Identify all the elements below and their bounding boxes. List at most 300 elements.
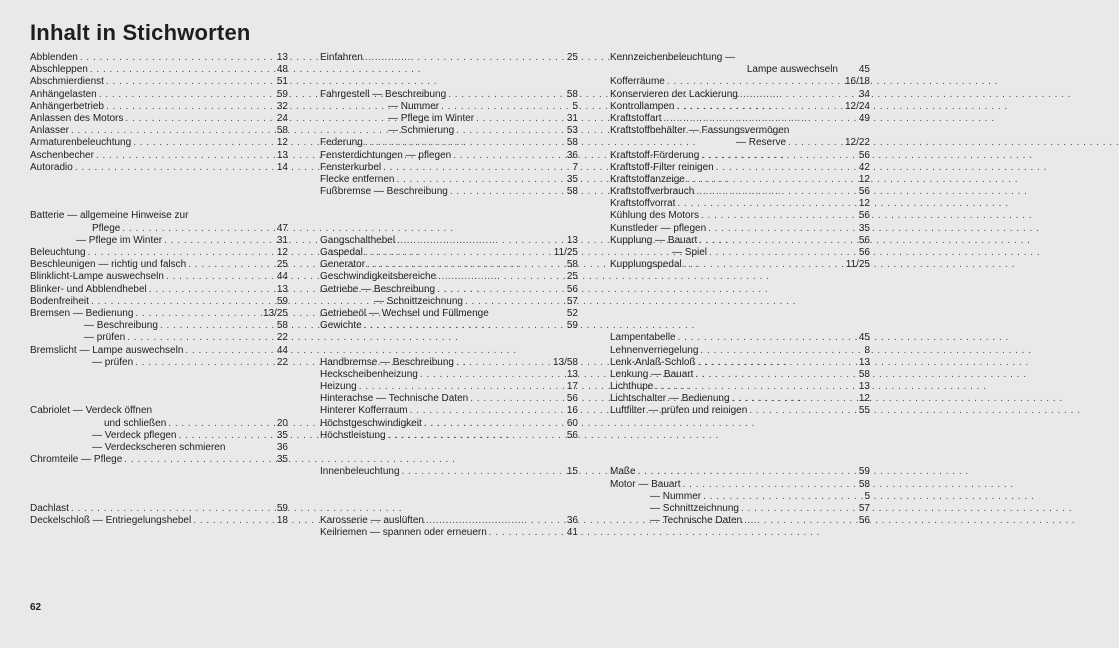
dot-leader [788, 137, 843, 149]
index-entry [30, 125, 288, 137]
index-entry [30, 296, 288, 308]
dot-leader [364, 320, 554, 332]
entry-label: Armaturenbeleuchtung [30, 137, 132, 149]
index-entry [610, 174, 870, 186]
index-entry [610, 491, 870, 503]
dot-leader [741, 503, 846, 515]
entry-label: Maße [610, 466, 636, 478]
index-entry [320, 89, 578, 101]
dot-leader [365, 137, 554, 149]
dot-leader [410, 405, 554, 417]
entry-page: 12 [858, 393, 870, 405]
entry-page: 55 [858, 405, 870, 417]
entry-page: 56 [566, 429, 578, 441]
index-spacer [320, 454, 578, 466]
entry-label: — Schnittzeichnung [374, 295, 463, 307]
index-entry [30, 89, 288, 101]
index-entry [610, 369, 870, 381]
index-entry [610, 89, 870, 101]
entry-label: Chromteile — Pflege [30, 454, 123, 466]
entry-page: 18 [276, 515, 288, 527]
dot-leader [709, 247, 846, 259]
entry-page: 56 [858, 234, 870, 246]
index-entry [320, 137, 578, 149]
index-entry [320, 52, 578, 64]
entry-page: 13 [858, 381, 870, 393]
entry-page: 56 [858, 515, 870, 527]
dot-leader [365, 247, 552, 259]
index-entry [30, 137, 288, 149]
entry-page: 16 [566, 405, 578, 417]
index-column-3 [610, 52, 870, 527]
index-entry [30, 405, 288, 417]
entry-label: — Technische Daten [650, 515, 743, 527]
dot-leader [367, 259, 554, 271]
dot-leader [698, 357, 846, 369]
entry-label: Pflege [92, 222, 121, 234]
dot-leader [388, 430, 554, 442]
entry-label: Beschleunigen — richtig und falsch [30, 259, 187, 271]
index-entry [30, 76, 288, 88]
dot-leader [75, 162, 264, 174]
index-entry [320, 466, 578, 478]
entry-label: Fensterkurbel [320, 161, 382, 173]
entry-page: 36 [566, 515, 578, 527]
entry-label: Kraftstoff-Förderung [610, 149, 700, 161]
dot-leader [106, 101, 264, 113]
entry-page: 56 [858, 149, 870, 161]
dot-leader [124, 454, 264, 466]
entry-label: Abschleppen [30, 64, 88, 76]
index-entry [30, 357, 288, 369]
entry-label: — prüfen [92, 356, 134, 368]
index-spacer [30, 466, 288, 478]
dot-leader [135, 308, 261, 320]
entry-label: Dachlast [30, 502, 69, 514]
index-entry [30, 430, 288, 442]
dot-leader [453, 150, 554, 162]
entry-page: 44 [276, 271, 288, 283]
entry-label: Fahrgestell — Beschreibung [320, 88, 447, 100]
dot-leader [91, 296, 264, 308]
entry-page: 22 [276, 356, 288, 368]
index-entry [320, 235, 578, 247]
entry-page: 41 [566, 527, 578, 539]
entry-page: 25 [566, 52, 578, 63]
entry-page: 60 [566, 417, 578, 429]
dot-leader [164, 235, 264, 247]
entry-label: Kontrollampen [610, 100, 675, 112]
entry-page: 8 [864, 344, 870, 356]
index-entry [610, 198, 870, 210]
index-entry [610, 186, 870, 198]
index-entry [610, 125, 870, 137]
entry-page: 12/22 [844, 137, 870, 149]
index-column-2 [320, 52, 578, 540]
index-spacer [320, 223, 578, 235]
dot-leader [125, 113, 264, 125]
dot-leader [402, 466, 554, 478]
index-entry [610, 113, 870, 125]
entry-page: 25 [566, 271, 578, 283]
entry-label: Innenbeleuchtung [320, 466, 400, 478]
index-entry [30, 247, 288, 259]
entry-label: Hinterachse — Technische Daten [320, 393, 469, 405]
entry-label: Kunstleder — pflegen [610, 222, 707, 234]
index-entry [320, 113, 578, 125]
entry-page: 45 [858, 64, 870, 76]
page-title: Inhalt in Stichworten [30, 20, 251, 45]
index-spacer [320, 332, 578, 344]
dot-leader [127, 332, 264, 344]
index-entry [320, 418, 578, 430]
entry-page: 13/25 [262, 307, 288, 319]
index-spacer [30, 198, 288, 210]
index-entry [610, 259, 870, 271]
dot-leader [90, 64, 264, 76]
entry-label: Karosserie — auslüften [320, 515, 424, 527]
index-entry [320, 259, 578, 271]
index-entry [320, 369, 578, 381]
entry-label: Flecke entfernen [320, 173, 395, 185]
dot-leader [476, 113, 554, 125]
entry-label: Bodenfreiheit [30, 295, 89, 307]
dot-leader [678, 332, 846, 344]
entry-label: Fensterdichtungen — pflegen [320, 149, 452, 161]
entry-page: 58 [566, 88, 578, 100]
dot-leader [193, 515, 264, 527]
index-entry [320, 174, 578, 186]
index-entry [320, 405, 578, 417]
dot-leader [677, 198, 846, 210]
entry-label: — Pflege im Winter [76, 234, 163, 246]
entry-page: 31 [276, 234, 288, 246]
index-entry [610, 357, 870, 369]
index-entry [610, 76, 870, 88]
dot-leader [424, 418, 554, 430]
entry-label: Kofferräume [610, 76, 665, 88]
entry-page: 59 [858, 466, 870, 478]
entry-page: 14 [276, 161, 288, 173]
entry-page: 20 [276, 417, 288, 429]
index-spacer [610, 296, 870, 308]
entry-page: 42 [858, 161, 870, 173]
index-spacer [320, 76, 578, 88]
entry-page: 44 [276, 344, 288, 356]
index-entry [320, 150, 578, 162]
entry-label: Anhängelasten [30, 88, 97, 100]
entry-label: Gangschalthebel [320, 234, 396, 246]
entry-label: Heizung [320, 381, 357, 393]
dot-leader [383, 162, 554, 174]
index-entry [320, 101, 578, 113]
index-entry [320, 125, 578, 137]
dot-leader [397, 174, 555, 186]
entry-label: Kupplung — Bauart [610, 234, 698, 246]
entry-label: Höchstleistung [320, 429, 386, 441]
index-entry [30, 101, 288, 113]
index-entry [320, 527, 578, 539]
dot-leader [96, 150, 264, 162]
dot-leader [160, 320, 264, 332]
dot-leader [683, 479, 846, 491]
entry-label: — Verdeckscheren schmieren [92, 442, 226, 453]
dot-leader [465, 296, 554, 308]
index-spacer [610, 442, 870, 454]
index-entry [320, 515, 578, 527]
entry-page: 22 [276, 332, 288, 344]
dot-leader [133, 137, 264, 149]
dot-leader [359, 381, 554, 393]
dot-leader [166, 271, 264, 283]
entry-label: Geschwindigkeitsbereiche [320, 271, 437, 283]
entry-label: Hinterer Kofferraum [320, 405, 408, 417]
index-spacer [30, 186, 288, 198]
entry-page: 13 [276, 149, 288, 161]
index-spacer [30, 491, 288, 503]
dot-leader [179, 430, 265, 442]
index-entry [610, 405, 870, 417]
entry-label: Lenk-Anlaß-Schloß [610, 356, 696, 368]
entry-page: 12/24 [844, 100, 870, 112]
dot-leader [732, 393, 846, 405]
entry-page: 12 [276, 137, 288, 149]
entry-label: Kraftstoffverbrauch [610, 186, 695, 198]
index-spacer [610, 308, 870, 320]
entry-page: 58 [566, 259, 578, 271]
dot-leader [470, 393, 554, 405]
index-entry [610, 150, 870, 162]
index-entry [610, 235, 870, 247]
entry-label: Deckelschloß — Entriegelungshebel [30, 515, 192, 527]
entry-label: Cabriolet — Verdeck öffnen [30, 405, 153, 417]
entry-page: 57 [858, 502, 870, 514]
entry-label: Batterie — allgemeine Hinweise zur [30, 210, 189, 222]
dot-leader [122, 223, 264, 235]
entry-page: 15 [566, 466, 578, 478]
index-entry [610, 64, 870, 76]
index-entry [30, 442, 288, 454]
dot-leader [135, 357, 264, 369]
dot-leader [687, 174, 846, 186]
dot-leader [701, 210, 846, 222]
entry-page: 48 [276, 64, 288, 76]
entry-page: 13/58 [552, 356, 578, 368]
dot-leader [365, 52, 554, 64]
entry-label: Kraftstoffbehälter — Fassungsvermögen [610, 125, 790, 137]
dot-leader [749, 405, 846, 417]
index-spacer [320, 198, 578, 210]
index-entry [30, 418, 288, 430]
entry-page: 36 [566, 149, 578, 161]
index-spacer [610, 418, 870, 430]
dot-leader [438, 271, 554, 283]
entry-label: — Pflege im Winter [388, 112, 475, 124]
dot-leader [740, 89, 846, 101]
index-entry [610, 479, 870, 491]
dot-leader [638, 466, 846, 478]
index-entry [320, 320, 578, 332]
dot-leader [99, 89, 264, 101]
entry-label: Anlasser [30, 125, 69, 137]
dot-leader [696, 186, 846, 198]
entry-label: Motor — Bauart [610, 478, 681, 490]
entry-label: Bremsen — Bedienung [30, 307, 134, 319]
entry-label: — Reserve [736, 137, 787, 149]
entry-page: 58 [858, 368, 870, 380]
index-spacer [320, 442, 578, 454]
entry-page: 56 [858, 247, 870, 258]
entry-page: 56 [858, 186, 870, 198]
entry-page: 56 [566, 283, 578, 295]
index-spacer [320, 345, 578, 357]
index-spacer [30, 174, 288, 186]
dot-leader [655, 381, 846, 393]
index-spacer [610, 430, 870, 442]
index-entry [30, 162, 288, 174]
entry-page: 56 [858, 210, 870, 222]
index-entry [30, 332, 288, 344]
index-spacer [30, 479, 288, 491]
entry-label: Lehnenverriegelung [610, 344, 699, 356]
dot-leader [676, 101, 842, 113]
entry-label: Lenkung — Bauart [610, 368, 694, 380]
entry-label: Generator [320, 259, 366, 271]
index-entry [30, 345, 288, 357]
dot-leader [397, 235, 554, 247]
dot-leader [699, 235, 846, 247]
dot-leader [489, 527, 554, 539]
entry-page: 35 [858, 222, 870, 234]
entry-label: — Schnittzeichnung [650, 502, 739, 514]
index-spacer [320, 210, 578, 222]
index-entry [30, 320, 288, 332]
entry-label: Heckscheibenheizung [320, 368, 418, 380]
entry-label: Kraftstoffvorrat [610, 198, 676, 210]
index-entry [610, 247, 870, 259]
entry-label: Kühlung des Motors [610, 210, 699, 222]
entry-label: Autoradio [30, 161, 73, 173]
entry-page: 5 [572, 100, 578, 112]
index-spacer [30, 393, 288, 405]
dot-leader [456, 357, 551, 369]
entry-label: — Spiel [672, 247, 708, 258]
entry-page: 53 [566, 125, 578, 137]
entry-page: 12 [858, 198, 870, 210]
entry-page: 24 [276, 112, 288, 124]
entry-label: Einfahren [320, 52, 363, 63]
dot-leader [448, 89, 554, 101]
dot-leader [456, 125, 554, 137]
entry-page: 17 [566, 381, 578, 393]
entry-label: Fußbremse — Beschreibung [320, 186, 448, 198]
entry-label: Getriebeöl — Wechsel und Füllmenge [320, 307, 489, 319]
index-spacer [320, 503, 578, 515]
entry-label: — Nummer [650, 490, 702, 502]
index-spacer [320, 479, 578, 491]
entry-page: 59 [276, 88, 288, 100]
entry-page: 13 [566, 368, 578, 380]
entry-page: 58 [276, 320, 288, 332]
index-entry [320, 162, 578, 174]
entry-page: 13 [276, 283, 288, 295]
index-entry [320, 271, 578, 283]
index-entry [610, 52, 870, 64]
dot-leader [450, 186, 554, 198]
index-entry [610, 332, 870, 344]
index-entry [30, 454, 288, 466]
index-entry [30, 223, 288, 235]
dot-leader [71, 125, 264, 137]
entry-label: Bremslicht — Lampe auswechseln [30, 344, 184, 356]
entry-label: Kennzeichenbeleuchtung — [610, 52, 736, 63]
entry-label: Getriebe — Beschreibung [320, 283, 436, 295]
index-entry [320, 393, 578, 405]
entry-label: Abblenden [30, 52, 78, 63]
entry-page: 12 [858, 173, 870, 185]
index-entry [610, 503, 870, 515]
entry-page: 59 [566, 320, 578, 332]
index-entry [610, 393, 870, 405]
entry-page: 58 [276, 125, 288, 137]
index-entry [30, 503, 288, 515]
dot-leader [420, 369, 554, 381]
dot-leader [695, 369, 846, 381]
dot-leader [701, 150, 846, 162]
dot-leader [168, 418, 264, 430]
dot-leader [188, 259, 264, 271]
index-entry [30, 64, 288, 76]
index-entry [30, 259, 288, 271]
entry-label: — prüfen [84, 332, 126, 344]
index-entry [30, 284, 288, 296]
entry-label: Kraftstoffanzeige [610, 173, 685, 185]
index-entry [30, 210, 288, 222]
entry-label: — Verdeck pflegen [92, 429, 177, 441]
dot-leader [664, 113, 846, 125]
entry-label: Höchstgeschwindigkeit [320, 417, 422, 429]
index-entry [30, 271, 288, 283]
index-entry [30, 515, 288, 527]
index-entry [30, 235, 288, 247]
entry-label: — Nummer [388, 100, 440, 112]
entry-page: 52 [566, 307, 578, 319]
entry-page: 34 [858, 88, 870, 100]
entry-label: Luftfilter — prüfen und reinigen [610, 405, 748, 417]
entry-label: Lichtschalter — Bedienung [610, 393, 730, 405]
dot-leader [149, 284, 264, 296]
index-entry [320, 296, 578, 308]
entry-page: 47 [276, 222, 288, 234]
entry-label: Anhängerbetrieb [30, 100, 104, 112]
entry-label: Lampentabelle [610, 332, 676, 344]
entry-label: Anlassen des Motors [30, 112, 124, 124]
entry-label: Gaspedal [320, 247, 363, 258]
entry-page: 45 [858, 332, 870, 344]
entry-label: Keilriemen — spannen oder erneuern [320, 527, 487, 539]
entry-page: 49 [858, 112, 870, 124]
dot-leader [667, 76, 843, 88]
index-entry [610, 223, 870, 235]
index-entry [320, 284, 578, 296]
index-entry [30, 308, 288, 320]
dot-leader [426, 515, 554, 527]
index-spacer [610, 454, 870, 466]
entry-page: 51 [276, 76, 288, 88]
entry-page: 11/25 [845, 259, 870, 271]
index-spacer [610, 284, 870, 296]
entry-page: 35 [276, 429, 288, 441]
